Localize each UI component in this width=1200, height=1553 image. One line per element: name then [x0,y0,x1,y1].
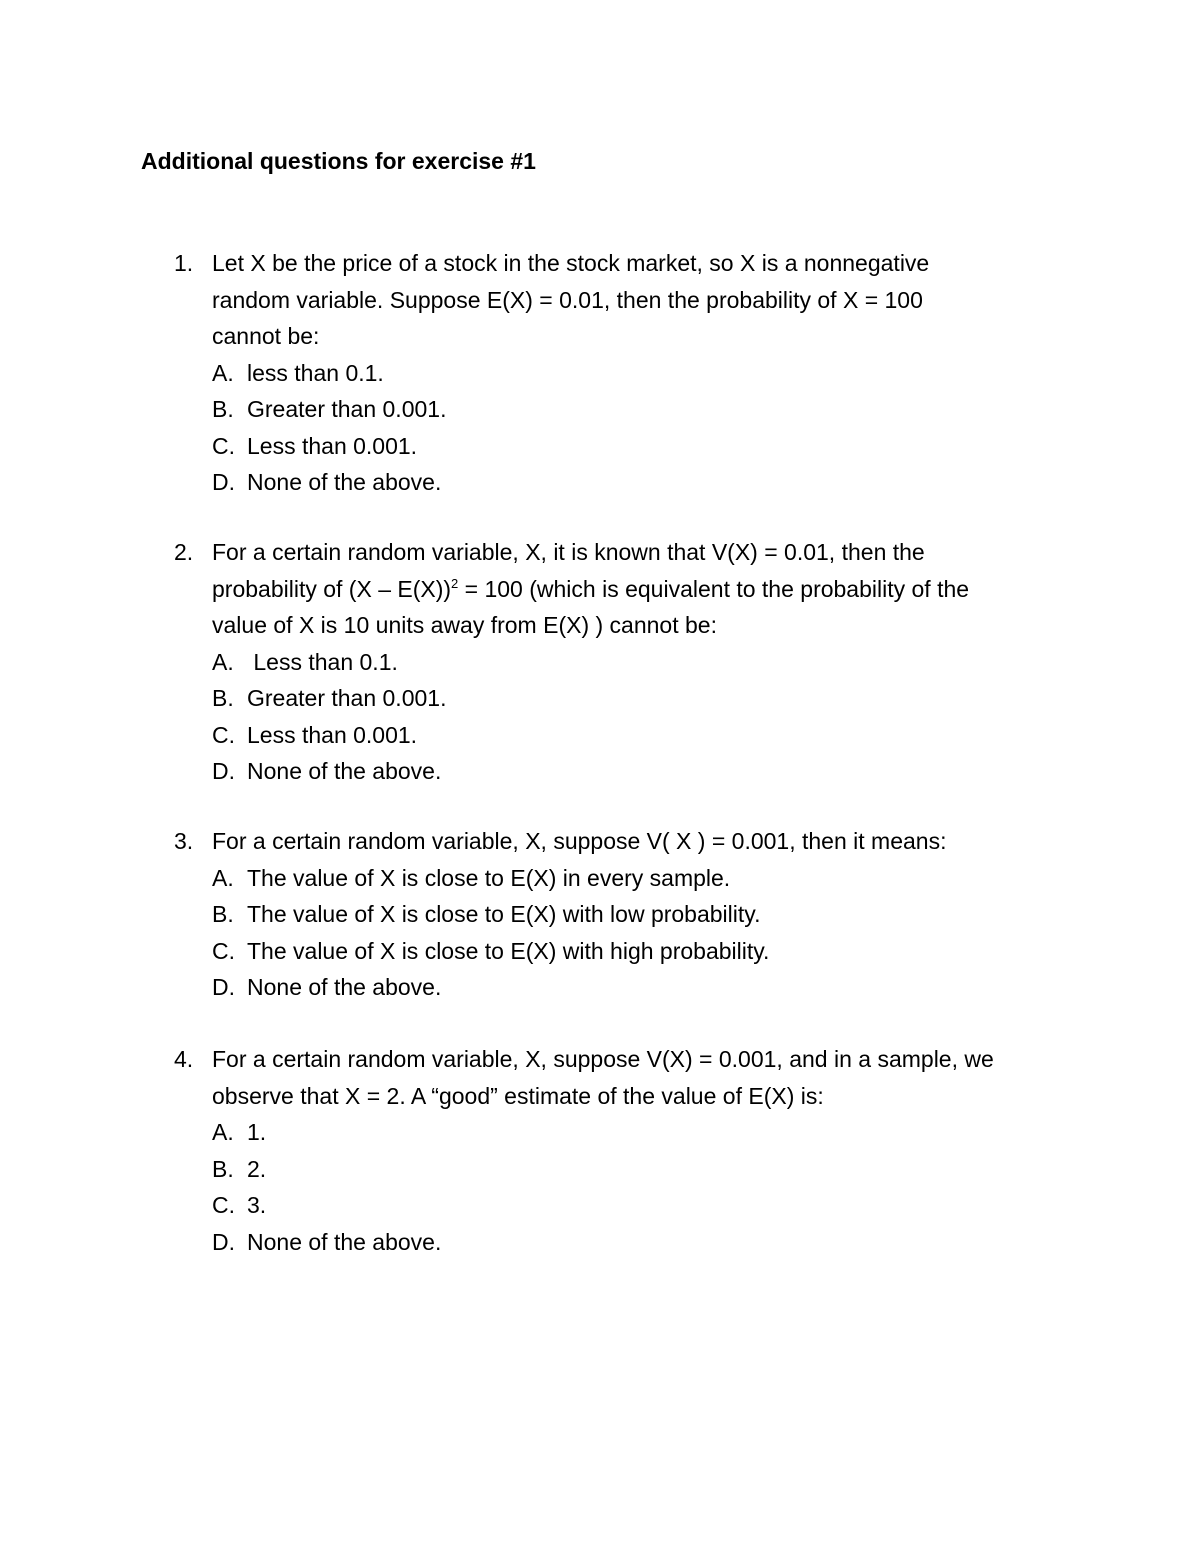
option-letter: B. [212,685,234,711]
question-text [212,823,1072,860]
answer-option-d [212,969,1072,1006]
question-text [212,534,1072,644]
option-letter: D. [212,469,235,495]
option-text: None of the above. [247,974,442,1000]
question-line: cannot be: [212,323,320,349]
answer-option-a [212,644,1072,681]
answer-options [212,860,1072,1006]
option-letter: C. [212,1192,235,1218]
option-text: less than 0.1. [247,359,384,386]
option-text: None of the above. [247,469,442,495]
answer-option-d [212,464,1072,501]
option-letter: B. [212,901,234,927]
option-text: Less than 0.1. [247,648,398,675]
question-number: 4. [174,1046,194,1072]
option-text: 1. [247,1119,267,1145]
option-letter: A. [212,1119,234,1145]
answer-options [212,1114,1072,1260]
option-letter: A. [212,359,234,386]
answer-option-d [212,753,1072,790]
answer-option-b [212,391,1072,428]
answer-option-c [212,1187,1072,1224]
option-letter: D. [212,1228,235,1255]
option-letter: A. [212,864,234,891]
option-letter: C. [212,721,235,748]
superscript: 2 [451,575,459,591]
answer-option-a [212,1114,1072,1151]
option-text: Less than 0.001. [247,432,418,459]
option-letter: C. [212,432,235,459]
answer-options [212,355,1072,501]
question-line-part: probability of (X – E(X)) [212,575,452,602]
option-text: None of the above. [247,1228,442,1255]
option-letter: D. [212,974,235,1000]
question-number: 2. [174,539,194,565]
option-text: Greater than 0.001. [247,685,447,711]
option-letter: B. [212,1155,234,1182]
question-line: observe that X = 2. A “good” estimate of the value of E(X) is: [212,1082,824,1109]
question-number: 1. [174,250,194,276]
answer-option-c [212,428,1072,465]
answer-options [212,644,1072,790]
question-text [212,245,1072,355]
option-text: 3. [247,1192,267,1218]
question-line [212,571,1072,608]
option-text: Less than 0.001. [247,721,418,748]
answer-option-d [212,1224,1072,1261]
question-line: random variable. Suppose E(X) = 0.01, then the probability of X = 100 [212,286,923,313]
option-letter: B. [212,396,234,422]
question-line: value of X is 10 units away from E(X) ) cannot be: [212,612,717,638]
option-letter: D. [212,758,235,784]
answer-option-c [212,717,1072,754]
option-text: 2. [247,1155,267,1182]
answer-option-b [212,1151,1072,1188]
question-line: For a certain random variable, X, suppose V(X) = 0.001, and in a sample, we [212,1046,994,1072]
option-text: The value of X is close to E(X) with low probability. [247,901,761,927]
document-title: Additional questions for exercise #1 [141,148,536,174]
answer-option-a [212,355,1072,392]
question-line: Let X be the price of a stock in the stock market, so X is a nonnegative [212,250,930,276]
option-text: Greater than 0.001. [247,396,447,422]
option-text: None of the above. [247,758,442,784]
question-number: 3. [174,828,194,854]
option-letter: A. [212,648,234,675]
question-line-part: = 100 (which is equivalent to the probability of the [458,575,970,602]
answer-option-b [212,680,1072,717]
question-text [212,1041,1072,1114]
answer-option-c [212,933,1072,970]
option-letter: C. [212,937,235,964]
option-text: The value of X is close to E(X) with high probability. [247,937,770,964]
answer-option-b [212,896,1072,933]
question-line: For a certain random variable, X, suppose V( X ) = 0.001, then it means: [212,828,947,854]
option-text: The value of X is close to E(X) in every sample. [247,864,731,891]
question-line: For a certain random variable, X, it is known that V(X) = 0.01, then the [212,539,925,565]
answer-option-a [212,860,1072,897]
